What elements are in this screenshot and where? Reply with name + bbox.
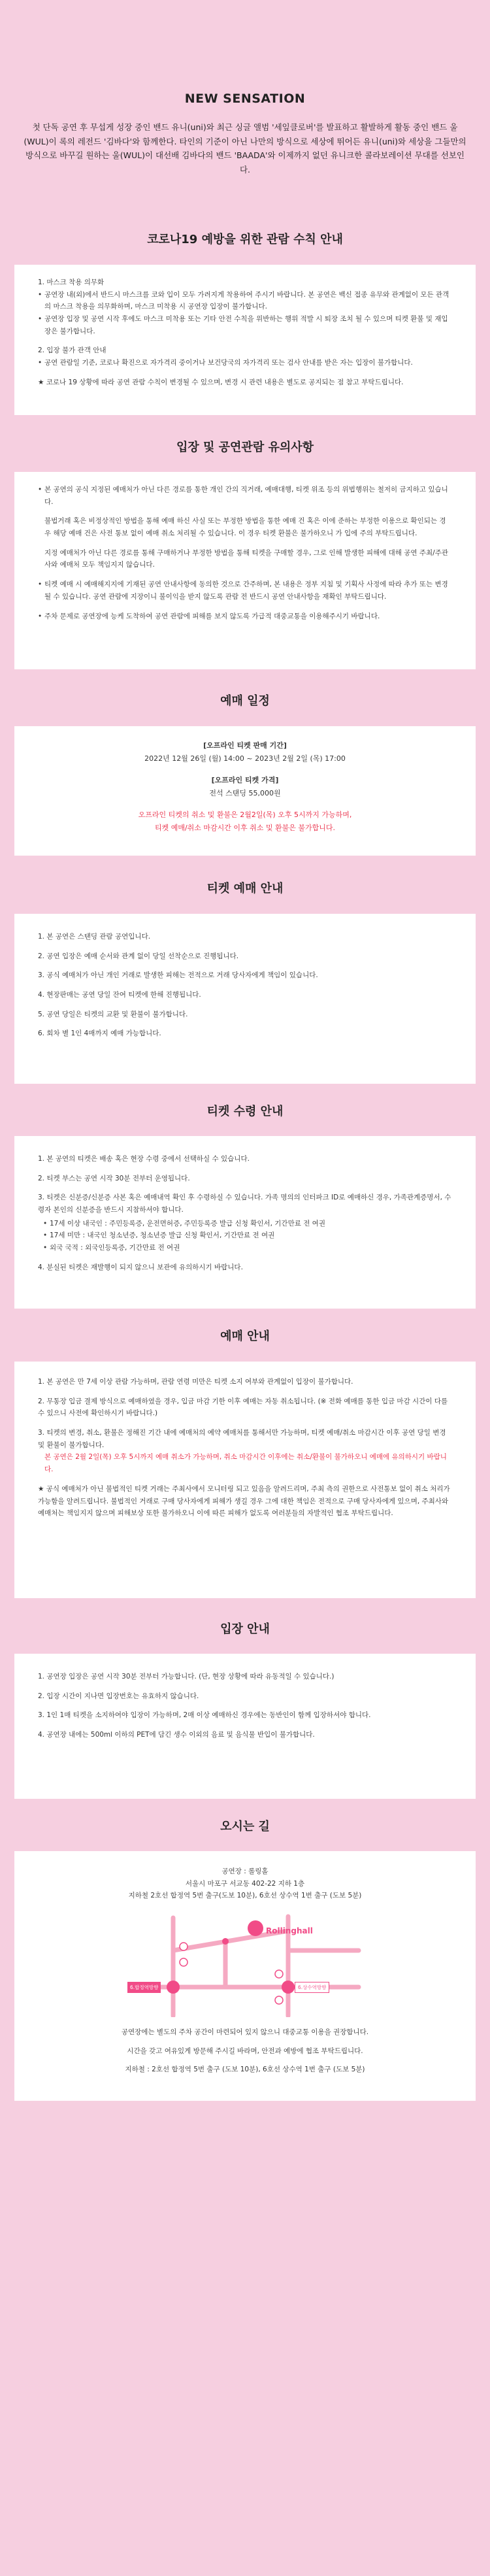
pickup-item: 2. 티켓 부스는 공연 시작 30분 전부터 운영됩니다. (38, 1174, 190, 1182)
schedule-section-title: 예매 일정 (220, 694, 270, 708)
venue-name: 공연장 : 롤링홀 (221, 1867, 269, 1875)
entry-item: 2. 입장 시간이 지나면 입장번호는 유효하지 않습니다. (38, 1692, 199, 1700)
map-station-left: 6.합정역방향 (127, 1982, 161, 1993)
map-venue-label: Rollinghall (266, 1926, 313, 1936)
pickup-section-title: 티켓 수령 안내 (206, 1105, 284, 1118)
map-graphic (127, 1911, 363, 2017)
venue-map[interactable] (127, 1911, 363, 2017)
price-value: 전석 스탠딩 55,000원 (209, 788, 281, 797)
booking-item: 2. 무통장 입금 결제 방식으로 예매하였을 경우, 입금 마감 기한 이후 예매는 자동 취소됩니다. (※ 전화 예매를 통한 입금 마감 시간이 다를 수 있으니 사전에 확인하시기 바랍니다.) (38, 1397, 448, 1418)
venue-address: 서울시 마포구 서교동 402-22 지하 1층 (185, 1879, 305, 1888)
covid-mask-heading: 1. 마스크 착용 의무화 (38, 278, 105, 286)
booking-note: ★ 공식 예매처가 아닌 불법적인 티켓 거래는 주최사에서 모니터링 되고 있음을 알려드리며, 주최 측의 권한으로 사전통보 없이 취소 처리가 가능함을 알려드립니다. 불법적인 거래로 구매 당사자에게 피해가 생길 경우 그에 대한 책임은 전적으로 구매 당사자에게 있으며, 주최사와 예매처는 책임지지 않으며 피해보상 또한 불가하오니 이에 따른 피해가 없도록 여러분들의 자발적인 협조 부탁드립니다. (38, 1484, 450, 1518)
admission-card (14, 472, 476, 669)
entry-item: 3. 1인 1매 티켓을 소지하여야 입장이 가능하며, 2매 이상 예매하신 경우에는 동반인이 함께 입장하셔야 합니다. (38, 1711, 371, 1720)
presale-dates: 2022년 12월 26일 (월) 14:00 ~ 2023년 2월 2일 (목) 17:00 (144, 754, 346, 763)
hero-section (0, 0, 490, 176)
pickup-item: 3. 티켓은 신분증/신분증 사본 혹은 예매내역 확인 후 수령하실 수 있습니다. 가족 명의의 인터파크 ID로 예매하신 경우, 가족관계증명서, 수령자 본인의 신분증을 반드시 지참하셔야 합니다. (38, 1194, 451, 1214)
booking-cancel-warning: 본 공연은 2월 2일(목) 오후 5시까지 예매 취소가 가능하며, 취소 마감시간 이후에는 취소/환불이 불가하오니 예매에 유의하시기 바랍니다. (44, 1453, 447, 1474)
admission-item: • 본 공연의 공식 지정된 예매처가 아닌 다른 경로를 통한 개인 간의 직거래, 예매대행, 티켓 위조 등의 위법행위는 철저히 금지하고 있습니다. (38, 484, 452, 508)
admission-item: • 티켓 예매 시 예매해지지에 기재된 공연 안내사항에 동의한 것으로 간주하며, 본 내용은 정부 지침 및 기획사 사정에 따라 추가 또는 변경될 수 있습니다. 공연 관람에 지장이니 불이익을 받지 않도록 관람 전 반드시 공연 안내사항을 재확인 부탁드립니다. (38, 578, 452, 603)
entry-item: 1. 공연장 입장은 공연 시작 30분 전부터 가능합니다. (단, 현장 상황에 따라 유동적일 수 있습니다.) (38, 1673, 335, 1681)
pickup-card (14, 1136, 476, 1309)
booking-section-title: 예매 안내 (220, 1330, 270, 1343)
directions-card (14, 1851, 476, 2101)
ticket-info-section-title: 티켓 예매 안내 (206, 882, 284, 895)
entry-section-title: 입장 안내 (220, 1622, 270, 1636)
pickup-item: 1. 본 공연의 티켓은 배송 혹은 현장 수령 중에서 선택하실 수 있습니다. (38, 1155, 250, 1163)
entry-item: 4. 공연장 내에는 500ml 이하의 PET에 담긴 생수 이외의 음료 및 음식물 반입이 불가합니다. (38, 1731, 315, 1739)
ticket-info-item: 5. 공연 당일은 티켓의 교환 및 환불이 불가합니다. (38, 1010, 188, 1018)
ticket-info-item: 4. 현장판매는 공연 당일 잔여 티켓에 한해 진행됩니다. (38, 991, 201, 999)
page-title: NEW SENSATION (184, 92, 306, 106)
id-requirement: • 외국 국적 : 외국인등록증, 기간만료 전 여권 (43, 1242, 452, 1254)
presale-label: [오프라인 티켓 판매 기간] (203, 741, 287, 750)
booking-item: 3. 티켓의 변경, 취소, 환불은 정해진 기간 내에 예매처의 예약 예매처를 통해서만 가능하며, 티켓 예매/취소 마감시간 이후 공연 당일 변경 및 환불이 불가합니다. (38, 1429, 446, 1449)
admission-item: 지정 예매처가 아닌 다른 경로를 통해 구매하거나 부정한 방법을 통해 티켓을 구매할 경우, 그로 인해 발생한 피해에 대해 공연 주최/주관사와 예매처 모두 책임지지 않습니다. (44, 548, 449, 569)
map-station-right: 6.상수역방향 (295, 1982, 329, 1993)
refund-warning-line1: 오프라인 티켓의 취소 및 환불은 2월2일(목) 오후 5시까지 가능하며, (138, 811, 352, 820)
admission-item: 불법거래 혹은 비정상적인 방법을 통해 예매 하신 사실 또는 부정한 방법을 통한 예매 건 혹은 이에 준하는 부정한 이용으로 확인되는 경우 해당 예매 건은 사전 통보 없이 예매 취소 처리될 수 있습니다. 이 경우 티켓 환불은 불가하오니 가 입에 주의 부탁드립니다. (44, 517, 446, 538)
directions-section-title: 오시는 길 (220, 1820, 270, 1833)
entry-card (14, 1654, 476, 1799)
covid-entry-item: • 공연 관람일 기준, 코로나 확진으로 자가격리 중이거나 보건당국의 자가격리 또는 검사 안내를 받은 자는 입장이 불가합니다. (38, 357, 452, 369)
id-requirement: • 17세 이상 내국인 : 주민등록증, 운전면허증, 주민등록증 발급 신청 확인서, 기간만료 전 여권 (43, 1218, 452, 1230)
ticket-info-item: 1. 본 공연은 스탠딩 관람 공연입니다. (38, 933, 151, 941)
hero-description: 첫 단독 공연 후 무섭게 성장 중인 밴드 유니(uni)와 최근 싱글 앨범 '세잎클로버'를 발표하고 활발하게 활동 중인 밴드 울(WUL)이 록의 레전드 '김바다'와 함께한다. 타인의 기준이 아닌 나만의 방식으로 세상에 뛰어든 유니(uni)와 세상을 그들만의 방식으로 바꾸길 원하는 울(WUL)이 대선배 김바다의 밴드 'BAADA'와 이제까지 없던 유니크한 콜라보레이션 무대를 선보인다. (24, 122, 466, 175)
admission-item: • 주차 문제로 공연장에 능케 도착하여 공연 관람에 피해를 보지 않도록 가급적 대중교통을 이용해주시기 바랍니다. (38, 611, 452, 623)
covid-section-title: 코로나19 예방을 위한 관람 수칙 안내 (147, 233, 343, 246)
covid-card (14, 265, 476, 415)
schedule-card (14, 726, 476, 856)
booking-item: 1. 본 공연은 만 7세 이상 관람 가능하며, 관람 연령 미만은 티켓 소지 여부와 관계없이 입장이 불가합니다. (38, 1378, 353, 1386)
covid-note: ★ 코로나 19 상황에 따라 공연 관람 수칙이 변경될 수 있으며, 변경 시 관련 내용은 별도로 공지되는 점 참고 부탁드립니다. (38, 378, 404, 386)
covid-entry-heading: 2. 입장 불가 관객 안내 (38, 346, 106, 355)
admission-section-title: 입장 및 공연관람 유의사항 (176, 441, 314, 454)
subway-info: 지하철 2호선 합정역 5번 출구(도보 10분), 6호선 상수역 1번 출구 (도보 5분) (128, 1892, 362, 1900)
pickup-lost-note: 4. 분실된 티켓은 재발행이 되지 않으니 보관에 유의하시기 바랍니다. (38, 1263, 243, 1271)
price-label: [오프라인 티켓 가격] (211, 776, 279, 785)
ticket-info-item: 2. 공연 입장은 예매 순서와 관계 없이 당일 선착순으로 진행됩니다. (38, 952, 239, 960)
subway-note: 지하철 : 2호선 합정역 5번 출구 (도보 10분), 6호선 상수역 1번 출구 (도보 5분) (125, 2066, 365, 2074)
ticket-info-card (14, 914, 476, 1084)
ticket-info-item: 3. 공식 예매처가 아닌 개인 거래로 발생한 피해는 전적으로 거래 당사자에게 책임이 있습니다. (38, 971, 318, 980)
ticket-info-item: 6. 회차 별 1인 4매까지 예매 가능합니다. (38, 1029, 161, 1038)
refund-warning-line2: 티켓 예매/취소 마감시간 이후 취소 및 환불은 불가합니다. (154, 823, 336, 832)
booking-card (14, 1362, 476, 1598)
parking-note: 공연장에는 별도의 주차 공간이 마련되어 있지 않으니 대중교통 이용을 권장합니다. (121, 2028, 369, 2037)
id-requirement: • 17세 미만 : 내국인 청소년증, 청소년증 발급 신청 확인서, 기간만료 전 여권 (43, 1229, 452, 1242)
covid-mask-item: • 공연장 입장 및 공연 시작 후에도 마스크 미착용 또는 기타 안전 수칙을 위반하는 행위 적발 시 퇴장 조치 될 수 있으며 티켓 환불 및 재입장은 불가합니다. (38, 313, 452, 337)
arrival-note: 시간을 갖고 여유있게 방문해 주시길 바라며, 안전과 예방에 협조 부탁드립니다. (127, 2047, 363, 2055)
covid-mask-item: • 공연장 내(외)에서 반드시 마스크를 코와 입이 모두 가려지게 착용하여 주시기 바랍니다. 본 공연은 백신 접종 유무와 관계없이 모든 관객의 마스크 착용을 의무화하며, 마스크 미착용 시 공연장 입장이 불가합니다. (38, 289, 452, 313)
